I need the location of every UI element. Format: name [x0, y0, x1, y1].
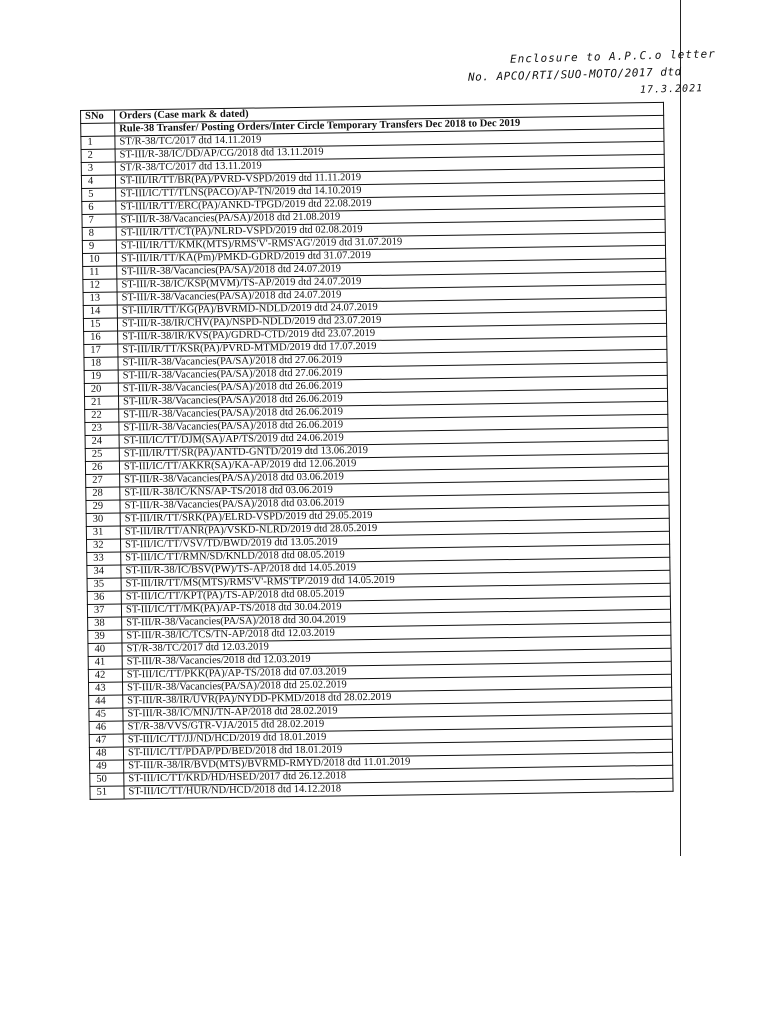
- row-sno: 19: [84, 370, 118, 383]
- row-order: ST-III/IC/TT/AKKR(SA)/KA-AP/2019 dtd 12.06.2019: [119, 453, 668, 474]
- row-sno: 20: [84, 383, 118, 396]
- row-order: ST-III/R-38/Vacancies(PA/SA)/2018 dtd 26.06.2019: [119, 414, 668, 435]
- row-order: ST-III/R-38/IC/KSP(MVM)/TS-AP/2019 dtd 24.07.2019: [117, 271, 666, 292]
- row-order: ST-III/R-38/Vacancies(PA/SA)/2018 dtd 21.08.2019: [116, 206, 665, 227]
- row-order: ST-III/IC/TT/HUR/ND/HCD/2018 dtd 14.12.2018: [124, 778, 673, 799]
- row-order: ST-III/IR/TT/MS(MTS)/RMS'V'-RMS'TP'/2019 dtd 14.05.2019: [121, 570, 670, 591]
- row-order: ST-III/R-38/Vacancies(PA/SA)/2018 dtd 26.06.2019: [118, 388, 667, 409]
- row-order: ST/R-38/TC/2017 dtd 12.03.2019: [122, 635, 671, 656]
- row-order: ST-III/IC/TT/VSV/TD/BWD/2019 dtd 13.05.2019: [120, 531, 669, 552]
- row-sno: 7: [82, 214, 116, 227]
- row-sno: 31: [86, 526, 120, 539]
- row-sno: 5: [82, 188, 116, 201]
- orders-table-body: [81, 128, 673, 799]
- row-sno: 25: [85, 448, 119, 461]
- row-order: ST-III/IR/TT/CT(PA)/NLRD-VSPD/2019 dtd 02.08.2019: [116, 219, 665, 240]
- row-sno: 48: [89, 747, 123, 760]
- row-order: ST-III/R-38/IR/BVD(MTS)/BVRMD-RMYD/2018 dtd 11.01.2019: [124, 752, 673, 773]
- row-order: ST-III/IC/TT/KRD/HD/HSED/2017 dtd 26.12.2018: [124, 765, 673, 786]
- row-order: ST-III/R-38/Vacancies/2018 dtd 12.03.2019: [122, 648, 671, 669]
- row-sno: 14: [83, 305, 117, 318]
- row-sno: 41: [88, 656, 122, 669]
- row-order: ST-III/R-38/Vacancies(PA/SA)/2018 dtd 26.06.2019: [119, 401, 668, 422]
- row-sno: 8: [82, 227, 116, 240]
- row-sno: 29: [86, 500, 120, 513]
- row-order: ST-III/IC/TT/PKK(PA)/AP-TS/2018 dtd 07.03.2019: [122, 661, 671, 682]
- row-sno: 36: [87, 591, 121, 604]
- row-sno: 40: [88, 643, 122, 656]
- row-sno: 50: [90, 773, 124, 786]
- row-order: ST-III/R-38/Vacancies(PA/SA)/2018 dtd 24.07.2019: [117, 284, 666, 305]
- row-order: ST-III/IR/TT/BR(PA)/PVRD-VSPD/2019 dtd 11.11.2019: [115, 167, 664, 188]
- row-sno: 32: [86, 539, 120, 552]
- row-sno: 2: [81, 149, 115, 162]
- row-sno: 47: [89, 734, 123, 747]
- row-sno: 43: [88, 682, 122, 695]
- row-order: ST-III/IC/TT/DJM(SA)/AP/TS/2019 dtd 24.06.2019: [119, 427, 668, 448]
- row-sno: 15: [83, 318, 117, 331]
- row-order: ST-III/IC/TT/JJ/ND/HCD/2019 dtd 18.01.2019: [123, 726, 672, 747]
- row-sno: 9: [82, 240, 116, 253]
- row-sno: 4: [81, 175, 115, 188]
- row-sno: 13: [83, 292, 117, 305]
- row-order: ST-III/IR/TT/KA(Pm)/PMKD-GDRD/2019 dtd 31.07.2019: [117, 245, 666, 266]
- annotation-line-1: Enclosure to A.P.C.o letter: [509, 47, 716, 66]
- row-order: ST-III/IC/TT/PDAP/PD/BED/2018 dtd 18.01.2019: [123, 739, 672, 760]
- row-order: ST-III/R-38/Vacancies(PA/SA)/2018 dtd 24.07.2019: [117, 258, 666, 279]
- row-order: ST-III/IR/TT/SR(PA)/ANTD-GNTD/2019 dtd 13.06.2019: [119, 440, 668, 461]
- row-sno: 18: [84, 357, 118, 370]
- row-sno: 34: [87, 565, 121, 578]
- row-order: ST-III/R-38/Vacancies(PA/SA)/2018 dtd 25.02.2019: [122, 674, 671, 695]
- row-sno: 33: [87, 552, 121, 565]
- row-sno: 30: [86, 513, 120, 526]
- row-sno: 51: [90, 786, 124, 799]
- table-subheading: Rule-38 Transfer/ Posting Orders/Inter Circle Temporary Transfers Dec 2018 to Dec 2019: [115, 115, 664, 136]
- row-order: ST-III/R-38/IC/KNS/AP-TS/2018 dtd 03.06.2019: [120, 479, 669, 500]
- row-order: ST-III/R-38/Vacancies(PA/SA)/2018 dtd 27.06.2019: [118, 362, 667, 383]
- row-sno: 22: [85, 409, 119, 422]
- row-order: ST-III/R-38/Vacancies(PA/SA)/2018 dtd 27.06.2019: [118, 349, 667, 370]
- row-sno: 39: [88, 630, 122, 643]
- row-sno: 3: [81, 162, 115, 175]
- row-order: ST-III/IR/TT/ANR(PA)/VSKD-NLRD/2019 dtd 28.05.2019: [120, 518, 669, 539]
- annotation-line-2: No. APCO/RTI/SUO-MOTO/2017 dtd: [467, 65, 682, 84]
- row-sno: 38: [88, 617, 122, 630]
- row-order: ST-III/R-38/IR/UVR(PA)/NYDD-PKMD/2018 dtd 28.02.2019: [123, 687, 672, 708]
- row-sno: 44: [89, 695, 123, 708]
- row-order: ST-III/R-38/IC/BSV(PW)/TS-AP/2018 dtd 14.05.2019: [121, 557, 670, 578]
- row-order: ST-III/IR/TT/KSR(PA)/PVRD-MTMD/2019 dtd 17.07.2019: [118, 336, 667, 357]
- row-order: ST/R-38/TC/2017 dtd 14.11.2019: [115, 128, 664, 149]
- row-sno: 11: [83, 266, 117, 279]
- row-order: ST/R-38/TC/2017 dtd 13.11.2019: [115, 154, 664, 175]
- page-vertical-rule: [680, 0, 681, 856]
- orders-table: [80, 102, 674, 800]
- row-order: ST-III/R-38/Vacancies(PA/SA)/2018 dtd 30.04.2019: [122, 609, 671, 630]
- row-order: ST-III/R-38/Vacancies(PA/SA)/2018 dtd 03.06.2019: [120, 466, 669, 487]
- row-order: ST-III/IR/TT/SRK(PA)/ELRD-VSPD/2019 dtd 29.05.2019: [120, 505, 669, 526]
- row-order: ST-III/R-38/Vacancies(PA/SA)/2018 dtd 26.06.2019: [118, 375, 667, 396]
- row-sno: 26: [85, 461, 119, 474]
- annotation-date: 17.3.2021: [639, 83, 704, 96]
- row-sno: 23: [85, 422, 119, 435]
- subheading-blank: [81, 123, 115, 136]
- header-orders: Orders (Case mark & dated): [115, 102, 664, 123]
- row-sno: 37: [87, 604, 121, 617]
- row-order: ST/R-38/VVS/GTR-VJA/2015 dtd 28.02.2019: [123, 713, 672, 734]
- row-order: ST-III/IC/TT/MK(PA)/AP-TS/2018 dtd 30.04.2019: [121, 596, 670, 617]
- row-sno: 6: [82, 201, 116, 214]
- row-sno: 45: [89, 708, 123, 721]
- row-order: ST-III/IC/TT/KPT(PA)/TS-AP/2018 dtd 08.05.2019: [121, 583, 670, 604]
- row-order: ST-III/IR/TT/ERC(PA)/ANKD-TPGD/2019 dtd 22.08.2019: [116, 193, 665, 214]
- header-sno: SNo: [81, 110, 115, 123]
- row-order: ST-III/R-38/IR/CHV(PA)/NSPD-NDLD/2019 dtd 23.07.2019: [117, 310, 666, 331]
- row-order: ST-III/IR/TT/KMK(MTS)/RMS'V'-RMS'AG'/2019 dtd 31.07.2019: [116, 232, 665, 253]
- row-order: ST-III/IR/TT/KG(PA)/BVRMD-NDLD/2019 dtd 24.07.2019: [117, 297, 666, 318]
- row-sno: 42: [88, 669, 122, 682]
- row-order: ST-III/R-38/Vacancies(PA/SA)/2018 dtd 03.06.2019: [120, 492, 669, 513]
- row-sno: 16: [84, 331, 118, 344]
- row-order: ST-III/IC/TT/RMN/SD/KNLD/2018 dtd 08.05.2019: [121, 544, 670, 565]
- row-sno: 17: [84, 344, 118, 357]
- row-order: ST-III/IC/TT/TLNS(PACO)/AP-TN/2019 dtd 14.10.2019: [116, 180, 665, 201]
- row-sno: 12: [83, 279, 117, 292]
- row-sno: 49: [90, 760, 124, 773]
- row-sno: 1: [81, 136, 115, 149]
- row-sno: 21: [85, 396, 119, 409]
- row-sno: 10: [83, 253, 117, 266]
- row-sno: 27: [86, 474, 120, 487]
- row-sno: 35: [87, 578, 121, 591]
- row-sno: 24: [85, 435, 119, 448]
- row-order: ST-III/R-38/IC/DD/AP/CG/2018 dtd 13.11.2019: [115, 141, 664, 162]
- row-order: ST-III/R-38/IC/MNJ/TN-AP/2018 dtd 28.02.2019: [123, 700, 672, 721]
- row-sno: 28: [86, 487, 120, 500]
- row-sno: 46: [89, 721, 123, 734]
- row-order: ST-III/R-38/IC/TCS/TN-AP/2018 dtd 12.03.2019: [122, 622, 671, 643]
- row-order: ST-III/R-38/IR/KVS(PA)/GDRD-CTD/2019 dtd 23.07.2019: [118, 323, 667, 344]
